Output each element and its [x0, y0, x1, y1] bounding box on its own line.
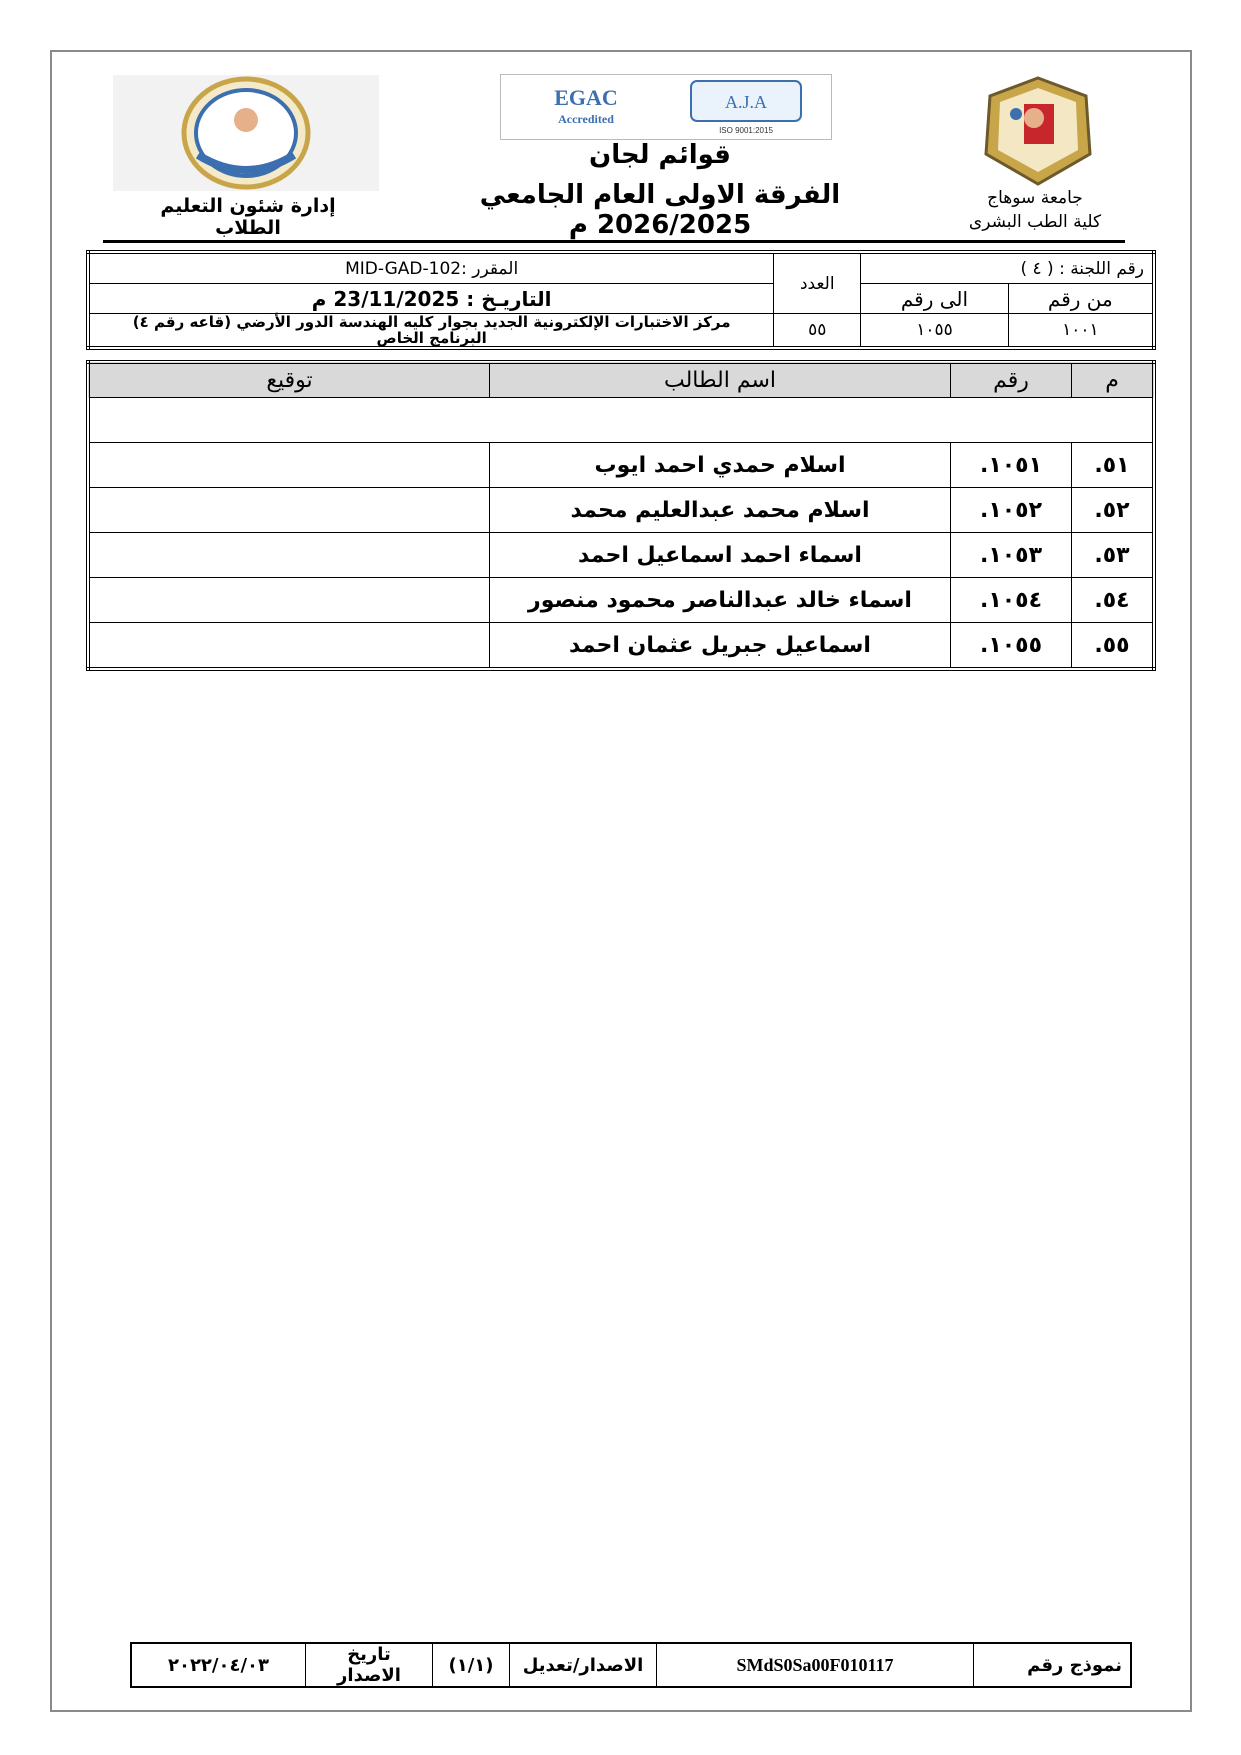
from-value: ١٠٠١: [1008, 314, 1154, 349]
col-number: رقم: [951, 362, 1072, 398]
form-number-label: نموذج رقم: [974, 1643, 1132, 1687]
number-cell: ١٠٥٢.: [951, 488, 1072, 533]
col-serial: م: [1072, 362, 1155, 398]
col-signature: توقيع: [88, 362, 490, 398]
exam-date: التاريـخ : 23/11/2025 م: [88, 284, 774, 314]
name-cell: اسلام محمد عبدالعليم محمد: [490, 488, 951, 533]
program-text: البرنامج الخاص: [376, 329, 487, 347]
table-row: [88, 443, 1154, 488]
exam-location: [88, 314, 774, 349]
table-row: [88, 623, 1154, 670]
signature-cell[interactable]: [88, 623, 490, 670]
svg-text:A.J.A: A.J.A: [724, 92, 768, 112]
name-cell: اسلام حمدي احمد ايوب: [490, 443, 951, 488]
number-cell: ١٠٥٥.: [951, 623, 1072, 670]
to-label: الى رقم: [861, 284, 1008, 314]
course-code: المقرر :MID-GAD-102: [88, 252, 774, 284]
count-value: ٥٥: [774, 314, 861, 349]
spacer-row: [88, 398, 1154, 443]
name-cell: اسماء احمد اسماعيل احمد: [490, 533, 951, 578]
signature-cell[interactable]: [88, 578, 490, 623]
table-row: [88, 578, 1154, 623]
serial-cell: ٥٢.: [1072, 488, 1155, 533]
table-header-row: [88, 362, 1154, 398]
svg-text:Accredited: Accredited: [558, 112, 614, 126]
svg-text:EGAC: EGAC: [554, 85, 618, 110]
issue-date-label: تاريخ الاصدار: [306, 1643, 433, 1687]
form-number-value: SMdS0Sa00F010117: [657, 1643, 974, 1687]
students-table: [86, 360, 1156, 671]
col-student-name: اسم الطالب: [490, 362, 951, 398]
name-cell: اسماعيل جبريل عثمان احمد: [490, 623, 951, 670]
to-value: ١٠٥٥: [861, 314, 1008, 349]
from-label: من رقم: [1008, 284, 1154, 314]
count-header: العدد: [774, 252, 861, 314]
committee-info-table: [86, 250, 1156, 350]
form-footer: [130, 1642, 1132, 1688]
signature-cell[interactable]: [88, 443, 490, 488]
serial-cell: ٥١.: [1072, 443, 1155, 488]
issue-date-value: ٢٠٢٢/٠٤/٠٣: [131, 1643, 306, 1687]
accreditation-logos: [500, 74, 832, 140]
serial-cell: ٥٣.: [1072, 533, 1155, 578]
signature-cell[interactable]: [88, 488, 490, 533]
location-text: مركز الاختبارات الإلكترونية الجديد بجوار كليه الهندسة الدور الأرضي (قاعه رقم ٤): [132, 313, 731, 331]
version-value: (١/١): [433, 1643, 510, 1687]
committee-number: رقم اللجنة : ( ٤ ): [861, 252, 1154, 284]
name-cell: اسماء خالد عبدالناصر محمود منصور: [490, 578, 951, 623]
number-cell: ١٠٥٤.: [951, 578, 1072, 623]
signature-cell[interactable]: [88, 533, 490, 578]
serial-cell: ٥٥.: [1072, 623, 1155, 670]
faculty-logo: [113, 75, 379, 191]
university-logo: [982, 74, 1094, 188]
department-name: إدارة شئون التعليم الطلاب: [160, 195, 336, 239]
table-row: [88, 488, 1154, 533]
page-subtitle: الفرقة الاولى العام الجامعي 2026/2025 م: [479, 180, 841, 240]
version-label: الاصدار/تعديل: [510, 1643, 657, 1687]
faculty-name: كلية الطب البشرى: [968, 212, 1102, 232]
number-cell: ١٠٥١.: [951, 443, 1072, 488]
number-cell: ١٠٥٣.: [951, 533, 1072, 578]
svg-text:ISO 9001:2015: ISO 9001:2015: [719, 126, 773, 135]
page-title: قوائم لجان: [589, 140, 731, 170]
table-row: [88, 533, 1154, 578]
university-name: جامعة سوهاج: [987, 188, 1083, 208]
header-divider: [103, 240, 1125, 243]
serial-cell: ٥٤.: [1072, 578, 1155, 623]
